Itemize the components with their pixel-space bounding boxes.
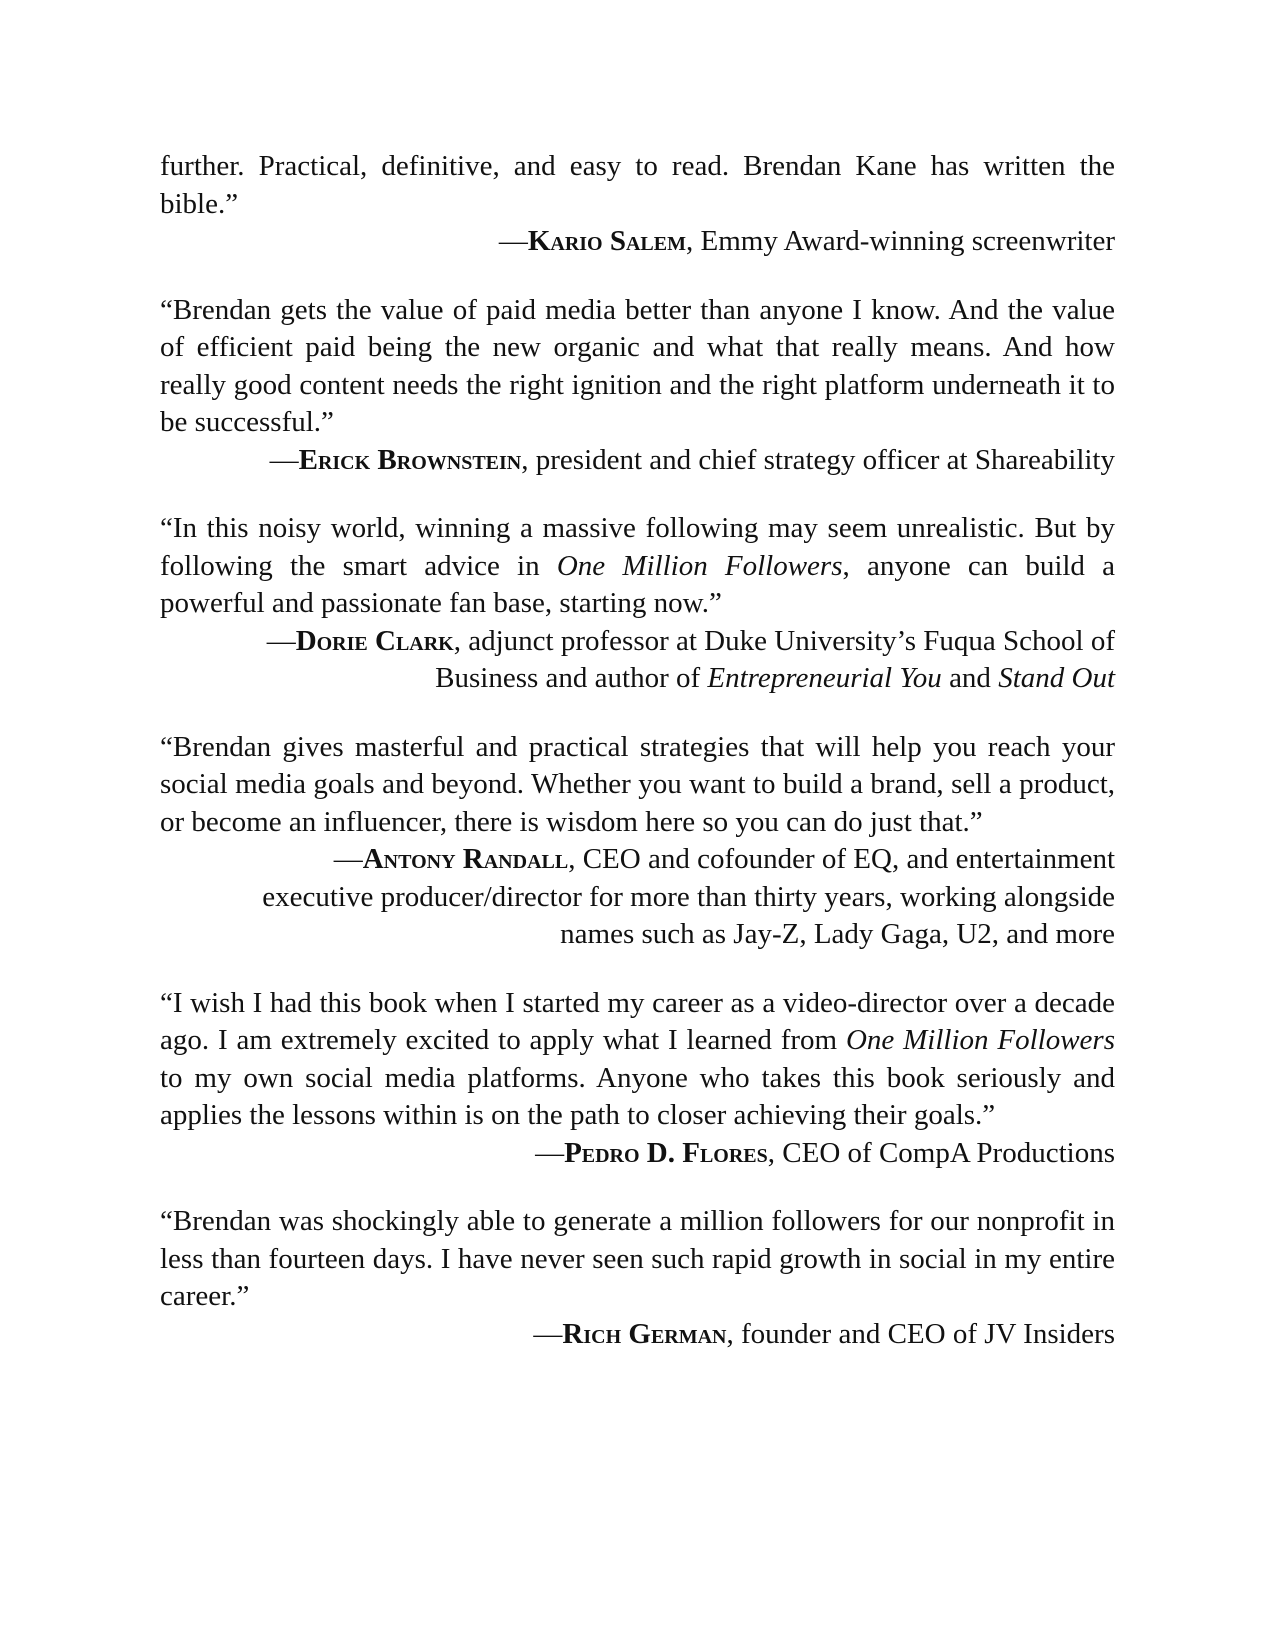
author-name: Pedro D. Flores [564,1136,768,1169]
author-name: Rich German [562,1317,727,1350]
author-name: Kario Salem [527,225,686,257]
book-title: Stand Out [998,662,1115,694]
testimonial-quote: “Brendan was shockingly able to generate a million followers for our nonprofit in less than fourteen days. I have never seen such rapid growth in social in my entire career.” [160,1205,1115,1312]
quote-text: to my own social media platforms. Anyone who takes this book seriously and applies the lessons within is on the path to closer achieving their goals.” [160,1061,1115,1131]
testimonial-quote: “Brendan gives masterful and practical strategies that will help you reach your social media goals and beyond. Whether you want to build a brand, sell a product, or become an influencer, there is wisdom here so you can do just that.” [160,730,1115,838]
quote-text: “In this noisy world, winning a massive following may seem unrealistic. But by following the smart advice in [160,512,1115,582]
em-dash: — [498,225,528,257]
author-title: , founder and CEO of JV Insiders [726,1317,1115,1350]
book-title: Entrepreneurial You [707,662,942,694]
page-content [160,148,1115,1353]
testimonial-attribution [160,1135,1115,1173]
book-title: One Million Followers [556,549,843,582]
em-dash: — [266,624,296,657]
testimonial [160,985,1115,1173]
author-title: and [941,662,999,694]
author-title: , CEO of CompA Productions [767,1136,1115,1169]
author-title: , adjunct professor at Duke University’s Fuqua School of Business and author of [435,624,1115,694]
quote-text: , anyone can build a powerful and passionate fan base, starting now.” [160,549,1115,619]
author-title: , Emmy Award-winning screenwriter [686,225,1115,257]
book-title: One Million Followers [845,1024,1115,1056]
testimonial-attribution [160,623,1115,698]
testimonial-attribution [160,841,1115,954]
testimonial [160,148,1115,261]
author-name: Erick Brownstein [298,443,522,476]
testimonial-quote: “Brendan gets the value of paid media better than anyone I know. And the value of efficient paid being the new organic and what that really means. And how really good content needs the right ignition and the right platform underneath it to be successful.” [160,293,1115,438]
author-name: Antony Randall [362,843,569,875]
testimonial-attribution [160,442,1115,480]
em-dash: — [333,843,363,875]
testimonial-attribution [160,223,1115,261]
testimonial-quote: further. Practical, definitive, and easy to read. Brendan Kane has written the bible.” [160,150,1115,220]
em-dash: — [533,1317,563,1350]
author-title: names such as Jay-Z, Lady Gaga, U2, and more [560,918,1115,950]
testimonial-attribution [160,1316,1115,1354]
testimonial [160,292,1115,480]
testimonial [160,510,1115,698]
em-dash: — [535,1136,565,1169]
author-title: executive producer/director for more than thirty years, working alongside [262,880,1115,913]
quote-text: “I wish I had this book when I started my career as a video-director over a decade ago. I am extremely excited to apply what I learned from [160,986,1115,1056]
testimonial-quote [160,985,1115,1135]
author-title: , president and chief strategy officer at Shareability [521,443,1115,476]
author-name: Dorie Clark [295,624,454,657]
testimonial [160,1203,1115,1353]
testimonial [160,729,1115,954]
testimonial-quote [160,510,1115,623]
author-title: , CEO and cofounder of EQ, and entertainment [568,843,1115,875]
em-dash: — [269,443,299,476]
